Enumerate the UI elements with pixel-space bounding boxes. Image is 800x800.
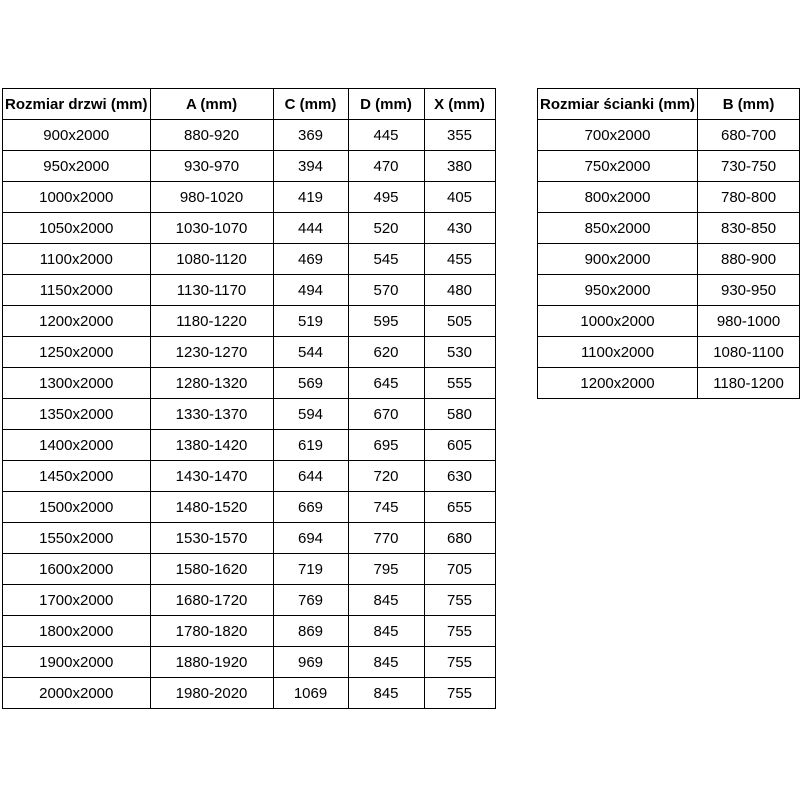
table-cell: 745 (348, 492, 424, 523)
table-row (3, 461, 496, 492)
table-row (3, 616, 496, 647)
table-cell: 594 (273, 399, 348, 430)
table-cell: 405 (424, 182, 495, 213)
column-header: D (mm) (348, 89, 424, 120)
table-cell: 1450x2000 (3, 461, 151, 492)
table-cell: 700x2000 (538, 120, 698, 151)
table-cell: 1180-1200 (698, 368, 800, 399)
header-row (3, 89, 496, 120)
table-cell: 680 (424, 523, 495, 554)
table-cell: 1680-1720 (150, 585, 273, 616)
table-cell: 950x2000 (3, 151, 151, 182)
table-cell: 1550x2000 (3, 523, 151, 554)
table-cell: 530 (424, 337, 495, 368)
table-row (538, 120, 800, 151)
table-cell: 850x2000 (538, 213, 698, 244)
table-cell: 930-970 (150, 151, 273, 182)
table-cell: 869 (273, 616, 348, 647)
table-cell: 369 (273, 120, 348, 151)
table-cell: 494 (273, 275, 348, 306)
table-row (3, 337, 496, 368)
table-cell: 1980-2020 (150, 678, 273, 709)
table-cell: 1430-1470 (150, 461, 273, 492)
table-cell: 670 (348, 399, 424, 430)
table-cell: 644 (273, 461, 348, 492)
column-header: Rozmiar ścianki (mm) (538, 89, 698, 120)
table-cell: 705 (424, 554, 495, 585)
column-header: A (mm) (150, 89, 273, 120)
table-row (3, 182, 496, 213)
table-cell: 680-700 (698, 120, 800, 151)
table-cell: 694 (273, 523, 348, 554)
table-cell: 505 (424, 306, 495, 337)
table-cell: 520 (348, 213, 424, 244)
table-cell: 1350x2000 (3, 399, 151, 430)
table-row (538, 151, 800, 182)
table-cell: 1230-1270 (150, 337, 273, 368)
table-row (538, 182, 800, 213)
table-cell: 580 (424, 399, 495, 430)
table-row (3, 399, 496, 430)
table-cell: 755 (424, 585, 495, 616)
table-cell: 655 (424, 492, 495, 523)
table-cell: 750x2000 (538, 151, 698, 182)
table-cell: 880-920 (150, 120, 273, 151)
table-cell: 1900x2000 (3, 647, 151, 678)
table-cell: 720 (348, 461, 424, 492)
table-cell: 355 (424, 120, 495, 151)
table-row (3, 368, 496, 399)
table-cell: 845 (348, 616, 424, 647)
table-cell: 444 (273, 213, 348, 244)
table-cell: 900x2000 (538, 244, 698, 275)
table-cell: 469 (273, 244, 348, 275)
table-row (3, 523, 496, 554)
table-row (538, 368, 800, 399)
column-header: Rozmiar drzwi (mm) (3, 89, 151, 120)
table-row (3, 492, 496, 523)
table-row (3, 647, 496, 678)
table-cell: 755 (424, 678, 495, 709)
table-cell: 1100x2000 (3, 244, 151, 275)
table-row (3, 275, 496, 306)
table-cell: 430 (424, 213, 495, 244)
table-cell: 845 (348, 585, 424, 616)
table-cell: 1150x2000 (3, 275, 151, 306)
table-cell: 1880-1920 (150, 647, 273, 678)
table-cell: 620 (348, 337, 424, 368)
table-cell: 1800x2000 (3, 616, 151, 647)
table-cell: 719 (273, 554, 348, 585)
table-cell: 645 (348, 368, 424, 399)
table-cell: 900x2000 (3, 120, 151, 151)
table-cell: 769 (273, 585, 348, 616)
table-cell: 455 (424, 244, 495, 275)
table-row (3, 151, 496, 182)
table-row (538, 275, 800, 306)
wall-size-table (537, 88, 800, 399)
table-row (538, 244, 800, 275)
table-cell: 380 (424, 151, 495, 182)
table-cell: 1000x2000 (538, 306, 698, 337)
table-cell: 1300x2000 (3, 368, 151, 399)
table-cell: 595 (348, 306, 424, 337)
table-cell: 755 (424, 616, 495, 647)
table-cell: 1250x2000 (3, 337, 151, 368)
table-cell: 930-950 (698, 275, 800, 306)
column-header: X (mm) (424, 89, 495, 120)
table-row (3, 554, 496, 585)
table-cell: 845 (348, 647, 424, 678)
table-cell: 480 (424, 275, 495, 306)
table-cell: 969 (273, 647, 348, 678)
table-cell: 980-1000 (698, 306, 800, 337)
table-cell: 1400x2000 (3, 430, 151, 461)
table-cell: 1050x2000 (3, 213, 151, 244)
table-cell: 1530-1570 (150, 523, 273, 554)
table-row (538, 337, 800, 368)
table-cell: 1180-1220 (150, 306, 273, 337)
table-row (3, 213, 496, 244)
table-cell: 880-900 (698, 244, 800, 275)
table-cell: 419 (273, 182, 348, 213)
table-row (538, 306, 800, 337)
table-cell: 1100x2000 (538, 337, 698, 368)
table-cell: 569 (273, 368, 348, 399)
table-cell: 519 (273, 306, 348, 337)
table-cell: 1200x2000 (3, 306, 151, 337)
table-cell: 544 (273, 337, 348, 368)
table-cell: 845 (348, 678, 424, 709)
table-cell: 1330-1370 (150, 399, 273, 430)
table-cell: 1000x2000 (3, 182, 151, 213)
table-cell: 695 (348, 430, 424, 461)
table-cell: 495 (348, 182, 424, 213)
table-cell: 570 (348, 275, 424, 306)
table-cell: 1280-1320 (150, 368, 273, 399)
header-row (538, 89, 800, 120)
table-cell: 1600x2000 (3, 554, 151, 585)
table-cell: 1380-1420 (150, 430, 273, 461)
table-cell: 1700x2000 (3, 585, 151, 616)
table-cell: 1030-1070 (150, 213, 273, 244)
door-size-table (2, 88, 496, 709)
table-cell: 555 (424, 368, 495, 399)
table-cell: 1200x2000 (538, 368, 698, 399)
table-cell: 394 (273, 151, 348, 182)
table-cell: 780-800 (698, 182, 800, 213)
table-row (3, 306, 496, 337)
table-cell: 619 (273, 430, 348, 461)
table-row (538, 213, 800, 244)
table-row (3, 585, 496, 616)
table-cell: 800x2000 (538, 182, 698, 213)
table-row (3, 244, 496, 275)
table-cell: 445 (348, 120, 424, 151)
table-cell: 830-850 (698, 213, 800, 244)
table-cell: 980-1020 (150, 182, 273, 213)
table-cell: 630 (424, 461, 495, 492)
table-cell: 2000x2000 (3, 678, 151, 709)
table-cell: 470 (348, 151, 424, 182)
column-header: B (mm) (698, 89, 800, 120)
table-row (3, 678, 496, 709)
table-cell: 755 (424, 647, 495, 678)
table-cell: 1780-1820 (150, 616, 273, 647)
table-cell: 1080-1120 (150, 244, 273, 275)
table-cell: 770 (348, 523, 424, 554)
table-cell: 950x2000 (538, 275, 698, 306)
column-header: C (mm) (273, 89, 348, 120)
table-cell: 1080-1100 (698, 337, 800, 368)
table-cell: 669 (273, 492, 348, 523)
table-cell: 1500x2000 (3, 492, 151, 523)
table-cell: 605 (424, 430, 495, 461)
table-cell: 730-750 (698, 151, 800, 182)
table-row (3, 120, 496, 151)
table-cell: 795 (348, 554, 424, 585)
table-cell: 545 (348, 244, 424, 275)
table-cell: 1069 (273, 678, 348, 709)
table-cell: 1580-1620 (150, 554, 273, 585)
table-cell: 1480-1520 (150, 492, 273, 523)
table-row (3, 430, 496, 461)
table-cell: 1130-1170 (150, 275, 273, 306)
